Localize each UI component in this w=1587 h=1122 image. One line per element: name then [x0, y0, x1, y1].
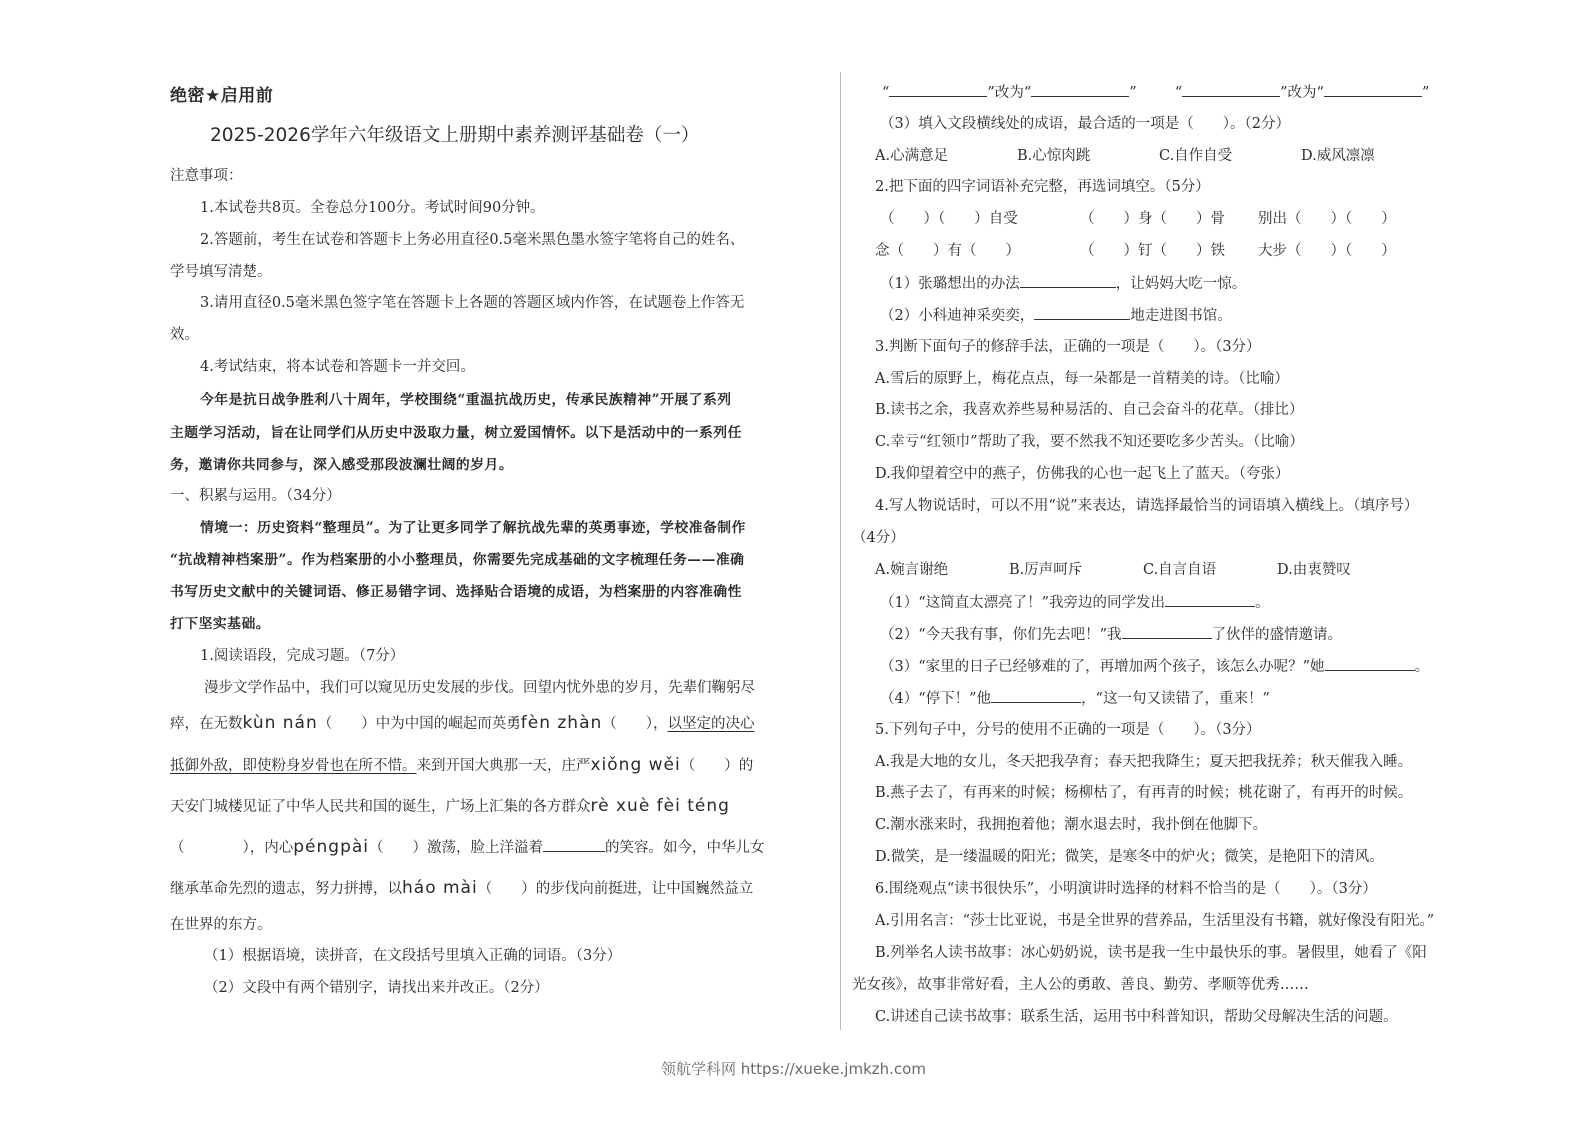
question-3-option-c[interactable]: C.幸亏“红领巾”帮助了我，要不然我不知还要吃多少苦头。（比喻） — [875, 434, 1304, 450]
text: 地走进图书馆。 — [1130, 308, 1232, 324]
text: （2）“今天我有事，你们先去吧！”我 — [880, 627, 1122, 643]
confidential-label: 绝密★启用前 — [170, 86, 274, 106]
answer-blank[interactable]: （ ） — [477, 881, 536, 897]
question-3-option-b[interactable]: B.读书之余，我喜欢养些易种易活的、自己会奋斗的花草。（排比） — [875, 402, 1304, 418]
idiom-fill[interactable]: （ ）身（ ）骨 — [1080, 211, 1225, 227]
question-1-sub-3-options — [875, 146, 1375, 166]
passage-line-6 — [170, 878, 753, 899]
question-6-option-c[interactable]: C.讲述自己读书故事：联系生活，运用书中科普知识，帮助父母解决生活的问题。 — [875, 1009, 1398, 1025]
change-to-label: 改为 — [994, 85, 1024, 101]
answer-blank[interactable]: （ ） — [317, 716, 376, 732]
underlined-text: 抵御外敌，即使粉身岁骨也在所不惜。 — [170, 758, 417, 774]
scenario-line-2: “抗战精神档案册”。作为档案册的小小整理员，你需要先完成基础的文字梳理任务——准确 — [170, 552, 745, 568]
text: ， — [653, 716, 668, 732]
answer-blank[interactable]: （ ） — [602, 716, 654, 732]
correct-char-blank-2[interactable] — [1324, 82, 1422, 97]
pinyin: xiǒng wěi — [590, 755, 681, 775]
text: ，“这一句又读错了，重来！” — [1081, 691, 1270, 707]
pinyin: péngpài — [293, 837, 369, 857]
text: ，让妈妈大吃一惊。 — [1115, 276, 1247, 292]
answer-blank[interactable] — [991, 688, 1081, 703]
answer-blank[interactable]: （ ） — [369, 840, 427, 856]
question-1-sub-2: （2）文段中有两个错别字，请找出来并改正。（2分） — [204, 980, 549, 996]
option-c: C.自言自语 — [1143, 562, 1217, 578]
quote: ” — [987, 85, 995, 101]
text: 中为中国的崛起而英勇 — [375, 716, 521, 732]
question-4-sub-1 — [880, 592, 1270, 613]
column-divider — [840, 72, 841, 1030]
question-2: 2.把下面的四字词语补充完整，再选词填空。（5分） — [875, 179, 1210, 195]
scenario-line-4: 打下坚实基础。 — [170, 616, 271, 632]
question-1-sub-3: （3）填入文段横线处的成语，最合适的一项是（ ）。（2分） — [880, 116, 1290, 132]
question-4-sub-2 — [880, 624, 1342, 645]
passage-line-5 — [170, 837, 765, 858]
note-4: 4.考试结束，将本试卷和答题卡一并交回。 — [200, 359, 475, 375]
correct-char-blank-1[interactable] — [1031, 82, 1129, 97]
text: （4）“停下！”他 — [880, 691, 992, 707]
question-6-option-b[interactable]: B.列举名人读书故事：冰心奶奶说，读书是我一生中最快乐的事。暑假里，她看了《阳 — [875, 945, 1427, 961]
note-3: 3.请用直径0.5毫米黑色签字笔在答题卡上各题的答题区域内作答，在试题卷上作答无 — [200, 295, 745, 311]
idiom-blank[interactable] — [543, 837, 605, 852]
text: 来到开国大典那一天，庄严 — [416, 758, 591, 774]
quote: ” — [1280, 85, 1288, 101]
pinyin: rè xuè fèi téng — [590, 796, 730, 816]
answer-blank[interactable] — [1165, 592, 1255, 607]
idiom-fill[interactable]: 大步（ ）（ ） — [1258, 243, 1396, 259]
change-to-label: 改为 — [1287, 85, 1317, 101]
scenario-line-3: 书写历史文献中的关键词语、修正易错字词、选择贴合语境的成语，为档案册的内容准确性 — [170, 584, 742, 600]
text: 。 — [1414, 659, 1430, 675]
option-d: D.由衷赞叹 — [1277, 562, 1351, 578]
wrong-char-blank-1[interactable] — [889, 82, 987, 97]
quote: ” — [1129, 85, 1137, 101]
question-4-sub-4 — [880, 688, 1270, 709]
text: （2）小科迪神采奕奕， — [880, 308, 1035, 324]
section-heading-1: 一、积累与运用。（34分） — [170, 488, 341, 504]
question-4-options — [875, 560, 1351, 580]
question-3: 3.判断下面句子的修辞手法，正确的一项是（ ）。（3分） — [875, 339, 1261, 355]
underlined-text: 以坚定的决心 — [667, 716, 755, 732]
note-3-cont: 效。 — [170, 327, 199, 343]
idiom-fill[interactable]: 别出（ ）（ ） — [1258, 211, 1396, 227]
note-1: 1.本试卷共8页。全卷总分100分。考试时间90分钟。 — [200, 200, 545, 216]
question-5-option-c[interactable]: C.潮水涨来时，我拥抱着他；潮水退去时，我扑倒在他脚下。 — [875, 817, 1268, 833]
question-6-option-b-cont: 光女孩》，故事非常好看，主人公的勇敢、善良、勤劳、孝顺等优秀…… — [852, 977, 1309, 993]
correction-row — [882, 82, 1429, 103]
question-4-sub-3 — [880, 656, 1429, 677]
idiom-fill[interactable]: 念（ ）有（ ） — [875, 243, 1020, 259]
quote: “ — [1174, 85, 1183, 101]
quote: “ — [882, 85, 890, 101]
question-6: 6.围绕观点“读书很快乐”，小明演讲时选择的材料不恰当的是（ ）。（3分） — [875, 881, 1377, 897]
text: （1）“这简直太漂亮了！”我旁边的同学发出 — [880, 595, 1166, 611]
footer-watermark: 领航学科网 https://xueke.jmkzh.com — [661, 1060, 926, 1078]
pinyin: fèn zhàn — [520, 713, 603, 733]
option-d[interactable]: D.威风凛凛 — [1301, 148, 1375, 164]
text: （3）“家里的日子已经够难的了，再增加两个孩子，该怎么办呢？”她 — [880, 659, 1325, 675]
question-4: 4.写人物说话时，可以不用“说”来表达，请选择最恰当的词语填入横线上。（填序号） — [875, 498, 1419, 514]
text: 的 — [738, 758, 754, 774]
passage-line-1: 漫步文学作品中，我们可以窥见历史发展的步伐。回望内忧外患的岁月，先辈们鞠躬尽 — [204, 680, 755, 696]
pinyin: kùn nán — [242, 713, 318, 733]
question-4-points: （4分） — [852, 530, 905, 546]
option-a: A.婉言谢绝 — [875, 562, 949, 578]
passage-line-7: 在世界的东方。 — [170, 917, 272, 933]
text: 了伙伴的盛情邀请。 — [1211, 627, 1343, 643]
text: 激荡，脸上洋溢着 — [427, 840, 543, 856]
text: 的笑容。如今，中华儿女 — [605, 840, 765, 856]
quote: ” — [1421, 85, 1430, 101]
scenario-line-1: 情境一：历史资料“整理员”。为了让更多同学了解抗战先辈的英勇事迹，学校准备制作 — [200, 520, 746, 536]
pinyin: háo mài — [402, 878, 478, 898]
notes-heading: 注意事项： — [170, 168, 243, 184]
wrong-char-blank-2[interactable] — [1182, 82, 1280, 97]
passage-line-4 — [170, 796, 730, 817]
option-c[interactable]: C.自作自受 — [1159, 148, 1233, 164]
option-b[interactable]: B.心惊肉跳 — [1017, 148, 1091, 164]
question-3-option-a[interactable]: A.雪后的原野上，梅花点点，每一朵都是一首精美的诗。（比喻） — [875, 371, 1289, 387]
passage-line-3 — [170, 755, 753, 776]
question-5: 5.下列句子中，分号的使用不正确的一项是（ ）。（3分） — [875, 722, 1261, 738]
question-1: 1.阅读语段，完成习题。（7分） — [200, 648, 405, 664]
text: 天安门城楼见证了中华人民共和国的诞生，广场上汇集的各方群众 — [170, 799, 591, 815]
intro-line-1: 今年是抗日战争胜利八十周年，学校围绕“重温抗战历史，传承民族精神”开展了系列 — [200, 392, 732, 408]
question-5-option-d[interactable]: D.微笑，是一缕温暖的阳光；微笑，是寒冬中的炉火；微笑，是艳阳下的清风。 — [875, 849, 1384, 865]
page-title: 2025-2026学年六年级语文上册期中素养测评基础卷（一） — [210, 125, 700, 146]
idiom-row-1 — [880, 209, 1396, 229]
quote: “ — [1316, 85, 1324, 101]
answer-blank[interactable] — [1020, 273, 1116, 288]
passage-line-2 — [170, 713, 755, 734]
text: 。 — [1255, 595, 1270, 611]
question-5-option-b[interactable]: B.燕子去了，有再来的时候；杨柳枯了，有再青的时候；桃花谢了，有再开的时候。 — [875, 785, 1413, 801]
quote: “ — [1023, 85, 1032, 101]
idiom-fill[interactable]: （ ）钉（ ）铁 — [1080, 243, 1225, 259]
note-2-cont: 学号填写清楚。 — [170, 264, 272, 280]
option-a[interactable]: A.心满意足 — [875, 148, 949, 164]
answer-blank[interactable] — [1034, 305, 1130, 320]
text: （1）张璐想出的办法 — [880, 276, 1020, 292]
intro-line-3: 务，邀请你共同参与，深入感受那段波澜壮阔的岁月。 — [170, 457, 514, 473]
question-3-option-d[interactable]: D.我仰望着空中的燕子，仿佛我的心也一起飞上了蓝天。（夸张） — [875, 466, 1290, 482]
question-1-sub-1: （1）根据语境，读拼音，在文段括号里填入正确的词语。（3分） — [204, 948, 622, 964]
note-2: 2.答题前，考生在试卷和答题卡上务必用直径0.5毫米黑色墨水签字笔将自己的姓名、 — [200, 232, 745, 248]
question-2-sub-2 — [880, 305, 1232, 326]
answer-blank[interactable] — [1325, 656, 1415, 671]
question-6-option-a[interactable]: A.引用名言：“莎士比亚说，书是全世界的营养品，生活里没有书籍，就好像没有阳光。” — [875, 913, 1435, 929]
text: 继承革命先烈的遗志，努力拼搏，以 — [170, 881, 402, 897]
answer-blank[interactable]: （ ），内心 — [170, 840, 294, 856]
option-b: B.厉声呵斥 — [1009, 562, 1083, 578]
idiom-row-2 — [875, 241, 1396, 261]
text: 的步伐向前挺进，让中国巍然益立 — [535, 881, 754, 897]
answer-blank[interactable] — [1122, 624, 1212, 639]
intro-line-2: 主题学习活动，旨在让同学们从历史中汲取力量，树立爱国情怀。以下是活动中的一系列任 — [170, 425, 742, 441]
question-2-sub-1 — [880, 273, 1246, 294]
answer-blank[interactable]: （ ） — [680, 758, 739, 774]
text: 瘁，在无数 — [170, 716, 243, 732]
idiom-fill[interactable]: （ ）（ ）自受 — [880, 211, 1018, 227]
question-5-option-a[interactable]: A.我是大地的女儿，冬天把我孕育；春天把我降生；夏天把我抚养；秋天催我入睡。 — [875, 754, 1413, 770]
